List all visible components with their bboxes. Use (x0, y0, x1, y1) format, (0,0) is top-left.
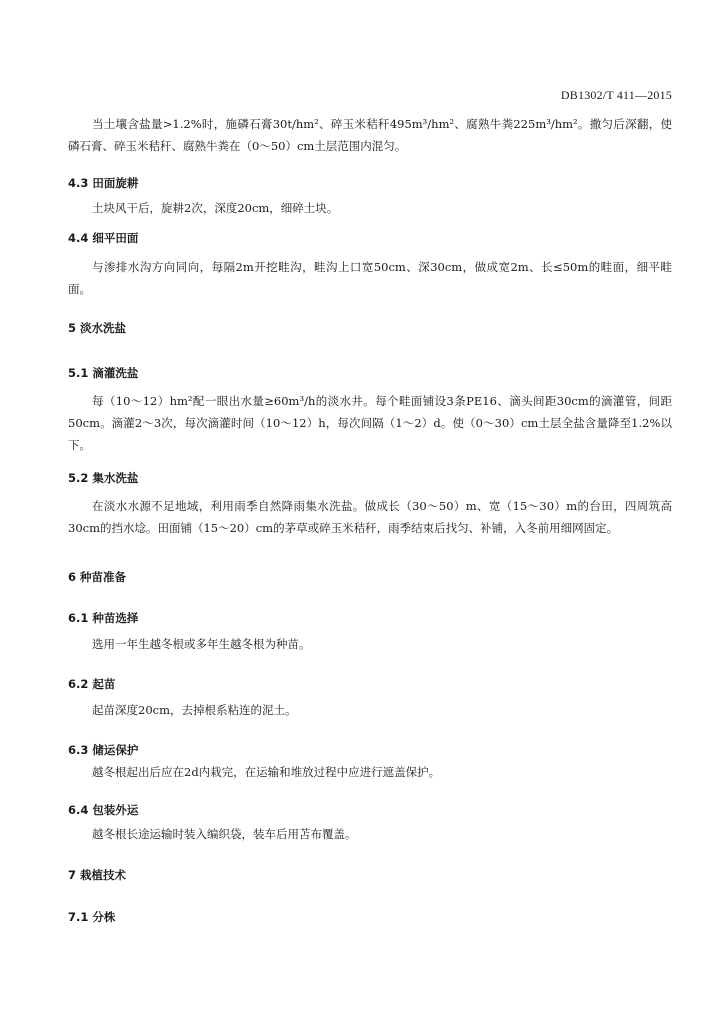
paragraph-4-3: 土块风干后，旋耕2次，深度20cm，细碎土块。 (92, 201, 339, 215)
paragraph-5-2: 在淡水水源不足地域，利用雨季自然降雨集水洗盐。做成长（30～50）m、宽（15～30）m的台田，四周筑高30cm的挡水埝。田面铺（15～20）cm的茅草或碎玉米秸秆，雨季结束后找匀、补铺，入冬前用细网固定。 (68, 499, 672, 535)
paragraph-4-4: 与渗排水沟方向同向，每隔2m开挖畦沟，畦沟上口宽50cm、深30cm，做成宽2m、长≤50m的畦面，细平畦面。 (68, 260, 672, 296)
heading-4-4: 4.4 细平田面 (68, 231, 139, 245)
heading-6-2: 6.2 起苗 (68, 677, 116, 691)
paragraph-4-2-continued: 当土壤含盐量>1.2%时，施磷石膏30t/hm²、碎玉米秸秆495m³/hm²、腐熟牛粪225m³/hm²。撒匀后深翻，使磷石膏、碎玉米秸秆、腐熟牛粪在（0～50）cm土层范围内混匀。 (68, 117, 672, 153)
heading-5-1: 5.1 滴灌洗盐 (68, 366, 139, 380)
paragraph-6-1: 选用一年生越冬根或多年生越冬根为种苗。 (92, 637, 311, 651)
heading-6-1: 6.1 种苗选择 (68, 611, 139, 625)
heading-6-4: 6.4 包装外运 (68, 803, 139, 817)
standard-number: DB1302/T 411—2015 (560, 88, 672, 102)
paragraph-5-1: 每（10～12）hm²配一眼出水量≥60m³/h的淡水井。每个畦面铺设3条PE16、滴头间距30cm的滴灌管，间距50cm。滴灌2～3次，每次滴灌时间（10～12）h，每次间隔（1～2）d。使（0～30）cm土层全盐含量降至1.2%以下。 (68, 394, 672, 452)
heading-5: 5 淡水洗盐 (68, 321, 127, 335)
heading-4-3: 4.3 田面旋耕 (68, 176, 139, 190)
heading-6-3: 6.3 储运保护 (68, 743, 139, 757)
paragraph-6-3: 越冬根起出后应在2d内栽完，在运输和堆放过程中应进行遮盖保护。 (92, 765, 441, 779)
heading-7: 7 栽植技术 (68, 868, 127, 882)
heading-6: 6 种苗准备 (68, 570, 127, 584)
heading-7-1: 7.1 分株 (68, 910, 116, 924)
paragraph-6-2: 起苗深度20cm，去掉根系粘连的泥土。 (92, 703, 297, 717)
paragraph-6-4: 越冬根长途运输时装入编织袋，装车后用苫布覆盖。 (92, 827, 357, 841)
heading-5-2: 5.2 集水洗盐 (68, 471, 139, 485)
